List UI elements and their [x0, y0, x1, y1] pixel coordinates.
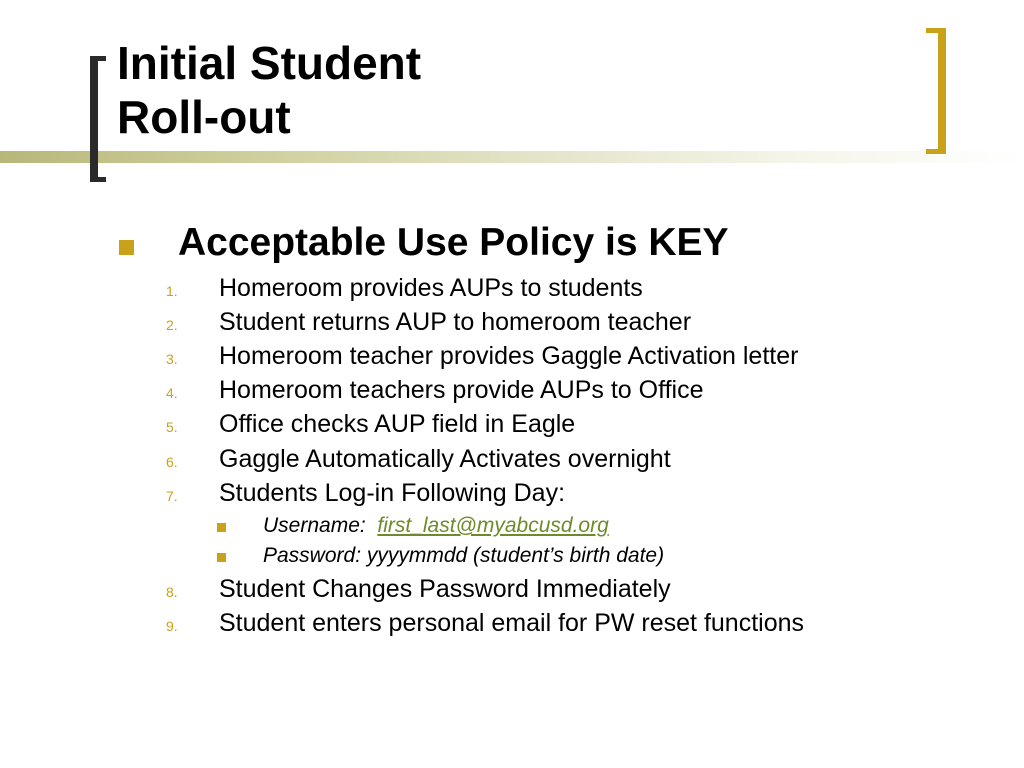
- password-line: Password: yyyymmdd (student’s birth date): [263, 544, 665, 567]
- list-item-text: Homeroom provides AUPs to students: [219, 274, 643, 302]
- username-email-link[interactable]: first_last@myabcusd.org: [377, 514, 609, 537]
- list-item-text: Homeroom teacher provides Gaggle Activation letter: [219, 342, 799, 370]
- list-item-number: 7.: [166, 488, 178, 504]
- list-item: [0, 478, 1024, 512]
- slide-title: [117, 36, 421, 144]
- small-square-bullet-icon: [217, 523, 226, 532]
- sub-list-item-username: [0, 512, 1024, 542]
- list-item: [0, 444, 1024, 478]
- list-item: [0, 307, 1024, 341]
- list-item: [0, 375, 1024, 409]
- right-bracket-decoration: [926, 28, 946, 154]
- list-item-number: 8.: [166, 584, 178, 600]
- list-item-text: Student enters personal email for PW reset functions: [219, 609, 805, 637]
- list-item-text: Student returns AUP to homeroom teacher: [219, 308, 692, 336]
- small-square-bullet-icon: [217, 553, 226, 562]
- main-bullet-heading: Acceptable Use Policy is KEY: [178, 221, 729, 264]
- list-item-text: Student Changes Password Immediately: [219, 575, 671, 603]
- slide-title-line-2: Roll-out: [117, 91, 291, 143]
- square-bullet-icon: [119, 240, 134, 255]
- list-item-text: Gaggle Automatically Activates overnight: [219, 445, 671, 473]
- list-item-text: Office checks AUP field in Eagle: [219, 410, 576, 438]
- list-item-number: 1.: [166, 283, 178, 299]
- list-item-number: 3.: [166, 351, 178, 367]
- title-band: [0, 151, 1024, 163]
- list-item-number: 9.: [166, 618, 178, 634]
- slide-title-line-1: Initial Student: [117, 37, 422, 89]
- list-item: [0, 608, 1024, 642]
- left-bracket-decoration: [90, 56, 106, 182]
- username-label: Username:: [263, 514, 366, 537]
- list-item: [0, 409, 1024, 443]
- list-item-number: 6.: [166, 454, 178, 470]
- list-item-number: 2.: [166, 317, 178, 333]
- list-item-number: 4.: [166, 385, 178, 401]
- list-item-text: Students Log-in Following Day:: [219, 479, 566, 507]
- list-item: [0, 273, 1024, 307]
- list-item-number: 5.: [166, 419, 178, 435]
- list-item-text: Homeroom teachers provide AUPs to Office: [219, 376, 704, 404]
- username-line: [263, 512, 609, 540]
- sub-list-item-password: [0, 542, 1024, 572]
- list-item: [0, 574, 1024, 608]
- list-item: [0, 341, 1024, 375]
